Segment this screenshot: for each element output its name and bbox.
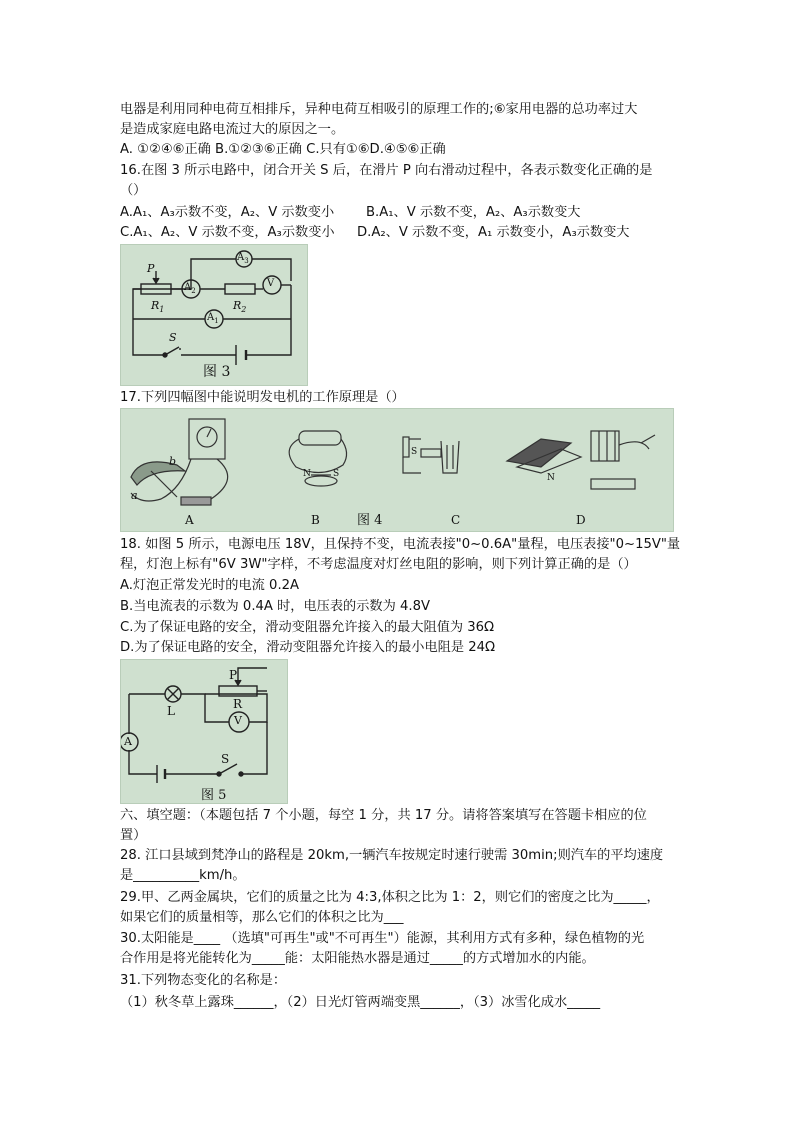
fig4-label-b-small: b bbox=[169, 455, 177, 468]
label-r2-letter: R bbox=[233, 299, 242, 312]
q16-option-c: C.A₁、A₂、V 示数不变，A₃示数变小 bbox=[120, 225, 335, 240]
figure-3-circuit bbox=[120, 244, 308, 386]
label-r1-sub: 1 bbox=[159, 305, 165, 315]
q16-option-d: D.A₂、V 示数不变，A₁ 示数变小，A₃示数变大 bbox=[357, 225, 630, 240]
q16-option-a: A.A₁、A₃示数不变，A₂、V 示数变小 bbox=[120, 205, 335, 220]
figure-3-caption: 图 3 bbox=[203, 364, 231, 380]
meter-a3 bbox=[237, 252, 249, 265]
q16-stem-paren: （） bbox=[120, 183, 147, 198]
meter-a3-letter: A bbox=[237, 252, 245, 263]
q31-line-1: 31.下列物态变化的名称是： bbox=[120, 973, 287, 988]
fig4-label-b: B bbox=[311, 513, 320, 527]
meter-a3-sub: 3 bbox=[244, 257, 249, 265]
figure-4-apparatus bbox=[120, 408, 674, 532]
q18-stem-2: 程，灯泡上标有"6V 3W"字样，不考虑温度对灯丝电阻的影响，则下列计算正确的是（） bbox=[120, 557, 637, 572]
meter-a1-letter: A bbox=[207, 312, 215, 323]
fig5-label-r: R bbox=[233, 697, 243, 711]
q17-stem: 17.下列四幅图中能说明发电机的工作原理是（） bbox=[120, 390, 405, 405]
q18-option-d: D.为了保证电路的安全，滑动变阻器允许接入的最小电阻是 24Ω bbox=[120, 640, 496, 655]
label-r1-letter: R bbox=[151, 299, 160, 312]
meter-a2 bbox=[184, 282, 196, 295]
q30-line-2: 合作用是将光能转化为_____能：太阳能热水器是通过_____的方式增加水的内能。 bbox=[120, 951, 595, 966]
meter-a2-letter: A bbox=[184, 282, 192, 293]
q18-option-c: C.为了保证电路的安全，滑动变阻器允许接入的最大阻值为 36Ω bbox=[120, 620, 495, 635]
intro-line-1: 电器是利用同种电荷互相排斥，异种电荷互相吸引的原理工作的;⑥家用电器的总功率过大 bbox=[120, 102, 638, 117]
fig4-label-a-small: a bbox=[131, 489, 138, 502]
fig5-meter-v: V bbox=[234, 714, 242, 727]
label-r2-sub: 2 bbox=[241, 305, 247, 315]
fig5-label-p: P bbox=[229, 668, 238, 682]
q31-line-2: （1）秋冬草上露珠______，（2）日光灯管两端变黑______，（3）冰雪化成水_____ bbox=[120, 995, 601, 1010]
q30-line-1: 30.太阳能是____ （选填"可再生"或"不可再生"）能源，其利用方式有多种，绿色植物的光 bbox=[120, 931, 645, 946]
q15-options: A. ①②④⑥正确 B.①②③⑥正确 C.只有①⑥D.④⑤⑥正确 bbox=[120, 142, 446, 157]
q29-line-1: 29.甲、乙两金属块，它们的质量之比为 4:3,体积之比为 1：2，则它们的密度之比为_____， bbox=[120, 890, 660, 905]
fig4-label-n-b: N bbox=[303, 469, 311, 479]
q28-line-1: 28. 江口县域到梵净山的路程是 20km,一辆汽车按规定时速行驶需 30min;则汽车的平均速度 bbox=[120, 848, 664, 863]
q18-stem: 18. 如图 5 所示，电源电压 18V，且保持不变，电流表接"0~0.6A"量程，电压表接"0~15V"量 bbox=[120, 537, 681, 552]
fig4-label-n-d: N bbox=[547, 473, 555, 483]
label-r2 bbox=[233, 299, 246, 314]
q16-option-b: B.A₁、V 示数不变，A₂、A₃示数变大 bbox=[366, 205, 581, 220]
q16-stem: 16.在图 3 所示电路中，闭合开关 S 后，在滑片 P 向右滑动过程中，各表示数变化正确的是 bbox=[120, 163, 653, 178]
meter-a2-sub: 2 bbox=[191, 287, 196, 295]
fig5-meter-a: A bbox=[124, 735, 132, 748]
label-p: P bbox=[147, 262, 155, 275]
fig4-label-c: C bbox=[451, 513, 461, 527]
section-6-heading: 六、填空题：（本题包括 7 个小题，每空 1 分，共 17 分。请将答案填写在答题卡相应的位 bbox=[120, 808, 647, 823]
fig5-label-l: L bbox=[167, 704, 175, 718]
section-6-heading-2: 置） bbox=[120, 828, 147, 843]
intro-line-2: 是造成家庭电路电流过大的原因之一。 bbox=[120, 122, 345, 137]
q28-line-2: 是__________km/h。 bbox=[120, 868, 246, 883]
fig4-caption: 图 4 bbox=[357, 513, 383, 528]
figure-5-circuit bbox=[120, 659, 288, 804]
fig4-label-s-b: S bbox=[333, 469, 340, 479]
q18-option-a: A.灯泡正常发光时的电流 0.2A bbox=[120, 578, 300, 593]
fig5-label-s: S bbox=[221, 752, 230, 766]
meter-a1 bbox=[207, 312, 219, 325]
q29-line-2: 如果它们的质量相等，那么它们的体积之比为___ bbox=[120, 910, 404, 925]
meter-v: V bbox=[267, 278, 275, 289]
fig4-label-d: D bbox=[576, 513, 586, 527]
fig4-label-s-c: S bbox=[411, 447, 418, 457]
meter-a1-sub: 1 bbox=[214, 317, 219, 325]
q18-option-b: B.当电流表的示数为 0.4A 时，电压表的示数为 4.8V bbox=[120, 599, 430, 614]
fig5-caption: 图 5 bbox=[201, 788, 227, 803]
label-r1 bbox=[151, 299, 164, 314]
fig4-label-a: A bbox=[185, 513, 194, 527]
label-s: S bbox=[169, 331, 177, 344]
